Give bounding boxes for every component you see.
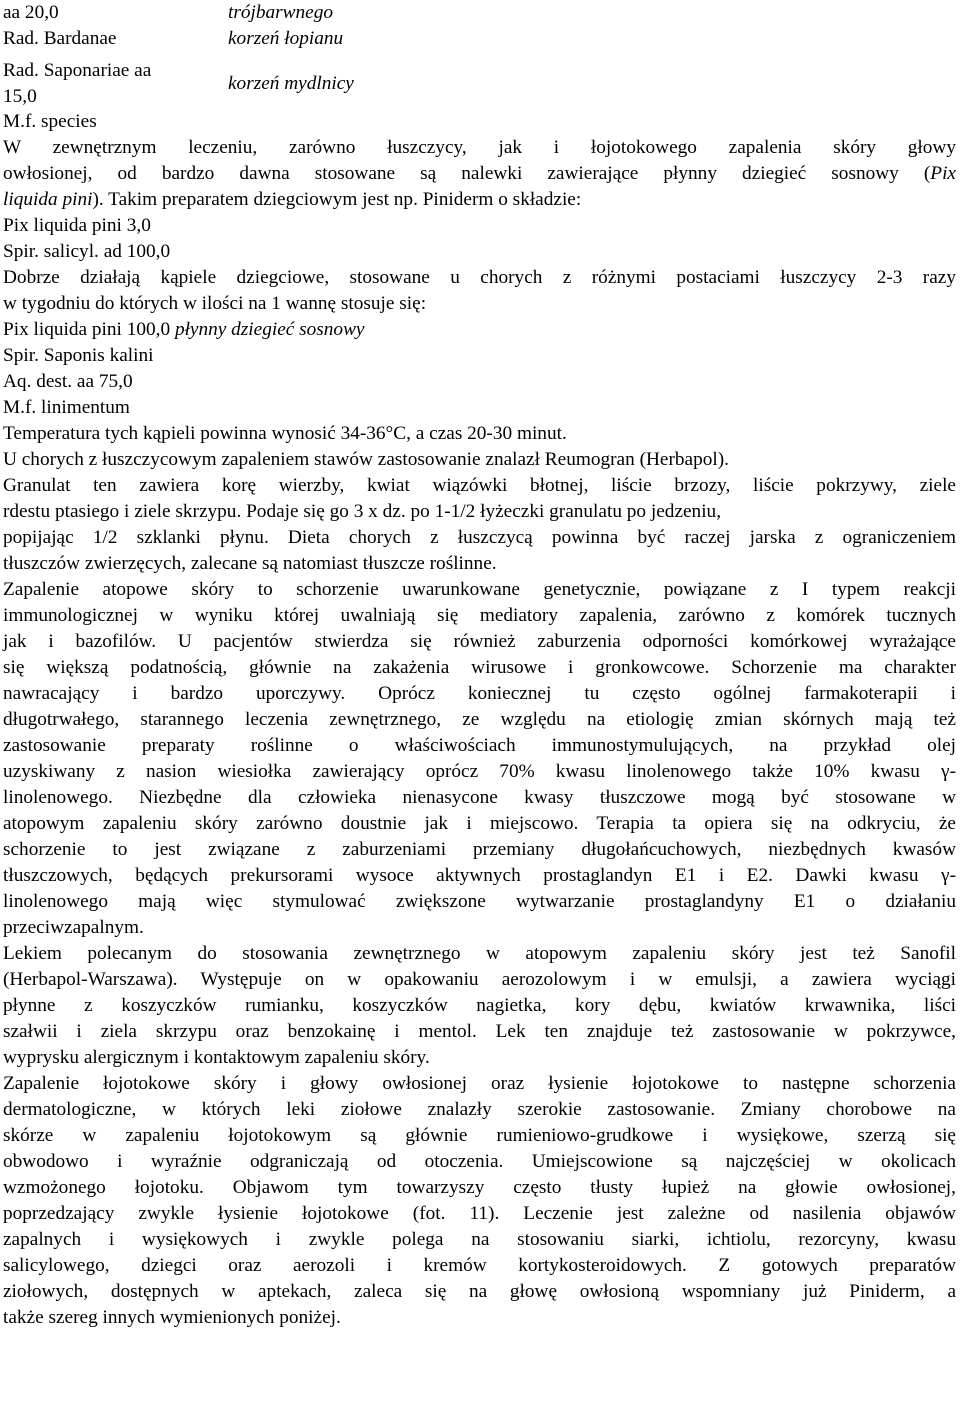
recipe-polish: korzeń łopianu bbox=[228, 28, 344, 49]
paragraph-line: W zewnętrznym leczeniu, zarówno łuszczycy, jak i łojotokowego zapalenia skóry głowy bbox=[3, 137, 956, 158]
paragraph-line bbox=[3, 161, 956, 187]
paragraph-line: popijając 1/2 szklanki płynu. Dieta chorych z łuszczycą powinna być raczej jarska z ograniczeniem bbox=[3, 527, 956, 548]
paragraph-line: rdestu ptasiego i ziele skrzypu. Podaje się go 3 x dz. po 1-1/2 łyżeczki granulatu po jedzeniu, bbox=[3, 501, 722, 522]
paragraph-line: przeciwzapalnym. bbox=[3, 917, 144, 938]
recipe-line: Aq. dest. aa 75,0 bbox=[3, 371, 133, 392]
recipe-mf-species: M.f. species bbox=[3, 111, 97, 132]
paragraph-line: Lekiem polecanym do stosowania zewnętrznego w atopowym zapaleniu skóry jest też Sanofil bbox=[3, 943, 956, 964]
paragraph-line: obwodowo i wyraźnie odgraniczają od otoczenia. Umiejscowione są najczęściej w okolicach bbox=[3, 1151, 956, 1172]
recipe-latin: Pix liquida pini 100,0 bbox=[3, 319, 175, 340]
paragraph-line: U chorych z łuszczycowym zapaleniem stawów zastosowanie znalazł Reumogran (Herbapol). bbox=[3, 449, 729, 470]
recipe-latin: aa 20,0 bbox=[3, 2, 59, 23]
paragraph-line: uzyskiwany z nasion wiesiołka zawierający oprócz 70% kwasu linolenowego także 10% kwasu γ- bbox=[3, 761, 956, 782]
recipe-row-saponariae bbox=[3, 58, 956, 106]
paragraph-line: Granulat ten zawiera korę wierzby, kwiat wiązówki błotnej, liście brzozy, liście pokrzywy, ziele bbox=[3, 475, 956, 496]
paragraph-line: linolenowego. Niezbędne dla człowieka nienasycone kwasy tłuszczowe mogą być stosowane w bbox=[3, 787, 956, 808]
paragraph-line: Zapalenie łojotokowe skóry i głowy owłosionej oraz łysienie łojotokowe to następne schorzenia bbox=[3, 1073, 956, 1094]
paragraph-line: dermatologiczne, w których leki ziołowe znalazły szerokie zastosowanie. Zmiany chorobowe na bbox=[3, 1099, 956, 1120]
paragraph-line: w tygodniu do których w ilości na 1 wannę stosuje się: bbox=[3, 293, 427, 314]
paragraph-line: immunologicznej w wyniku której uwalniają się mediatory zapalenia, zarówno z komórek tucznych bbox=[3, 605, 956, 626]
paragraph-line: poprzedzający zwykle łysienie łojotokowe (fot. 11). Leczenie jest zależne od nasilenia objawów bbox=[3, 1203, 956, 1224]
recipe-line: M.f. linimentum bbox=[3, 397, 130, 418]
paragraph-line: zastosowanie preparaty roślinne o właściwościach immunostymulujących, na przykład olej bbox=[3, 735, 956, 756]
recipe-polish: korzeń mydlnicy bbox=[228, 73, 354, 94]
paragraph-line: płynne z koszyczków rumianku, koszyczków nagietka, kory dębu, kwiatów krwawnika, liści bbox=[3, 995, 956, 1016]
paragraph-line: się większą podatnością, głównie na zakażenia wirusowe i gronkowcowe. Schorzenie ma charakter bbox=[3, 657, 956, 678]
recipe-latin: Rad. Bardanae bbox=[3, 28, 117, 49]
latin-term: liquida pini bbox=[3, 189, 93, 210]
recipe-line: Pix liquida pini 3,0 bbox=[3, 215, 151, 236]
recipe-latin-line: 15,0 bbox=[3, 86, 37, 107]
paragraph-line: wyprysku alergicznym i kontaktowym zapaleniu skóry. bbox=[3, 1047, 430, 1068]
paragraph-line: zapalnych i wysiękowych i zwykle polega na stosowaniu siarki, ichtiolu, rezorcyny, kwasu bbox=[3, 1229, 956, 1250]
paragraph-line: schorzenie to jest związane z zaburzeniami przemiany długołańcuchowych, niezbędnych kwasów bbox=[3, 839, 956, 860]
recipe-polish: płynny dziegieć sosnowy bbox=[174, 319, 365, 340]
paragraph-line: długotrwałego, starannego leczenia zewnętrznego, ze względu na etiologię zmian skórnych mają też bbox=[3, 709, 956, 730]
paragraph-line: linolenowego mają więc stymulować zwiększone wytwarzanie prostaglandyny E1 o działaniu bbox=[3, 891, 956, 912]
text-run: ). Takim preparatem dziegciowym jest np. Piniderm o składzie: bbox=[92, 189, 582, 210]
recipe-line: Spir. salicyl. ad 100,0 bbox=[3, 241, 171, 262]
recipe-row-aa bbox=[3, 0, 956, 26]
paragraph-line: salicylowego, dziegci oraz aerozoli i kremów kortykosteroidowych. Z gotowych preparatów bbox=[3, 1255, 956, 1276]
paragraph-line: szałwii i ziela skrzypu oraz benzokainę i mentol. Lek ten znajduje też zastosowanie w pokrzywce, bbox=[3, 1021, 956, 1042]
paragraph-line: wzmożonego łojotoku. Objawom tym towarzyszy często tłusty łupież na głowie owłosionej, bbox=[3, 1177, 956, 1198]
recipe-line: Spir. Saponis kalini bbox=[3, 345, 154, 366]
paragraph-line: nawracający i bardzo uporczywy. Oprócz koniecznej tu często ogólnej farmakoterapii i bbox=[3, 683, 956, 704]
paragraph-line: Zapalenie atopowe skóry to schorzenie uwarunkowane genetycznie, powiązane z I typem reakcji bbox=[3, 579, 956, 600]
text-run: owłosionej, od bardzo dawna stosowane są nalewki zawierające płynny dziegieć sosnowy ( bbox=[3, 163, 931, 184]
recipe-latin-line: Rad. Saponariae aa bbox=[3, 60, 152, 81]
paragraph-line: także szereg innych wymienionych poniżej. bbox=[3, 1307, 341, 1328]
recipe-latin bbox=[3, 58, 151, 110]
recipe-polish: trójbarwnego bbox=[228, 2, 333, 23]
paragraph-line: jak i bazofilów. U pacjentów stwierdza się również zaburzenia odporności komórkowej wyrażające bbox=[3, 631, 956, 652]
latin-term: Pix bbox=[930, 163, 956, 184]
paragraph-line: Temperatura tych kąpieli powinna wynosić 34-36°C, a czas 20-30 minut. bbox=[3, 423, 567, 444]
paragraph-line: atopowym zapaleniu skóry zarówno doustnie jak i miejscowo. Terapia ta opiera się na odkryciu, że bbox=[3, 813, 956, 834]
paragraph-line: (Herbapol-Warszawa). Występuje on w opakowaniu aerozolowym i w emulsji, a zawiera wyciągi bbox=[3, 969, 956, 990]
paragraph-line bbox=[3, 187, 956, 213]
paragraph-line: Dobrze działają kąpiele dziegciowe, stosowane u chorych z różnymi postaciami łuszczycy 2-3 razy bbox=[3, 267, 956, 288]
document-page bbox=[3, 0, 956, 1331]
paragraph-line: skórze w zapaleniu łojotokowym są głównie rumieniowo-grudkowe i wysiękowe, szerzą się bbox=[3, 1125, 956, 1146]
paragraph-line: tłuszczowych, będących prekursorami wysoce aktywnych prostaglandyn E1 i E2. Dawki kwasu γ- bbox=[3, 865, 956, 886]
body-text bbox=[3, 473, 956, 1331]
recipe-row-bardanae bbox=[3, 26, 956, 52]
paragraph-line: ziołowych, dostępnych w aptekach, zaleca się na głowę owłosioną wspomniany już Piniderm, a bbox=[3, 1281, 956, 1302]
recipe-line bbox=[3, 317, 956, 343]
paragraph-line: tłuszczów zwierzęcych, zalecane są natomiast tłuszcze roślinne. bbox=[3, 553, 497, 574]
